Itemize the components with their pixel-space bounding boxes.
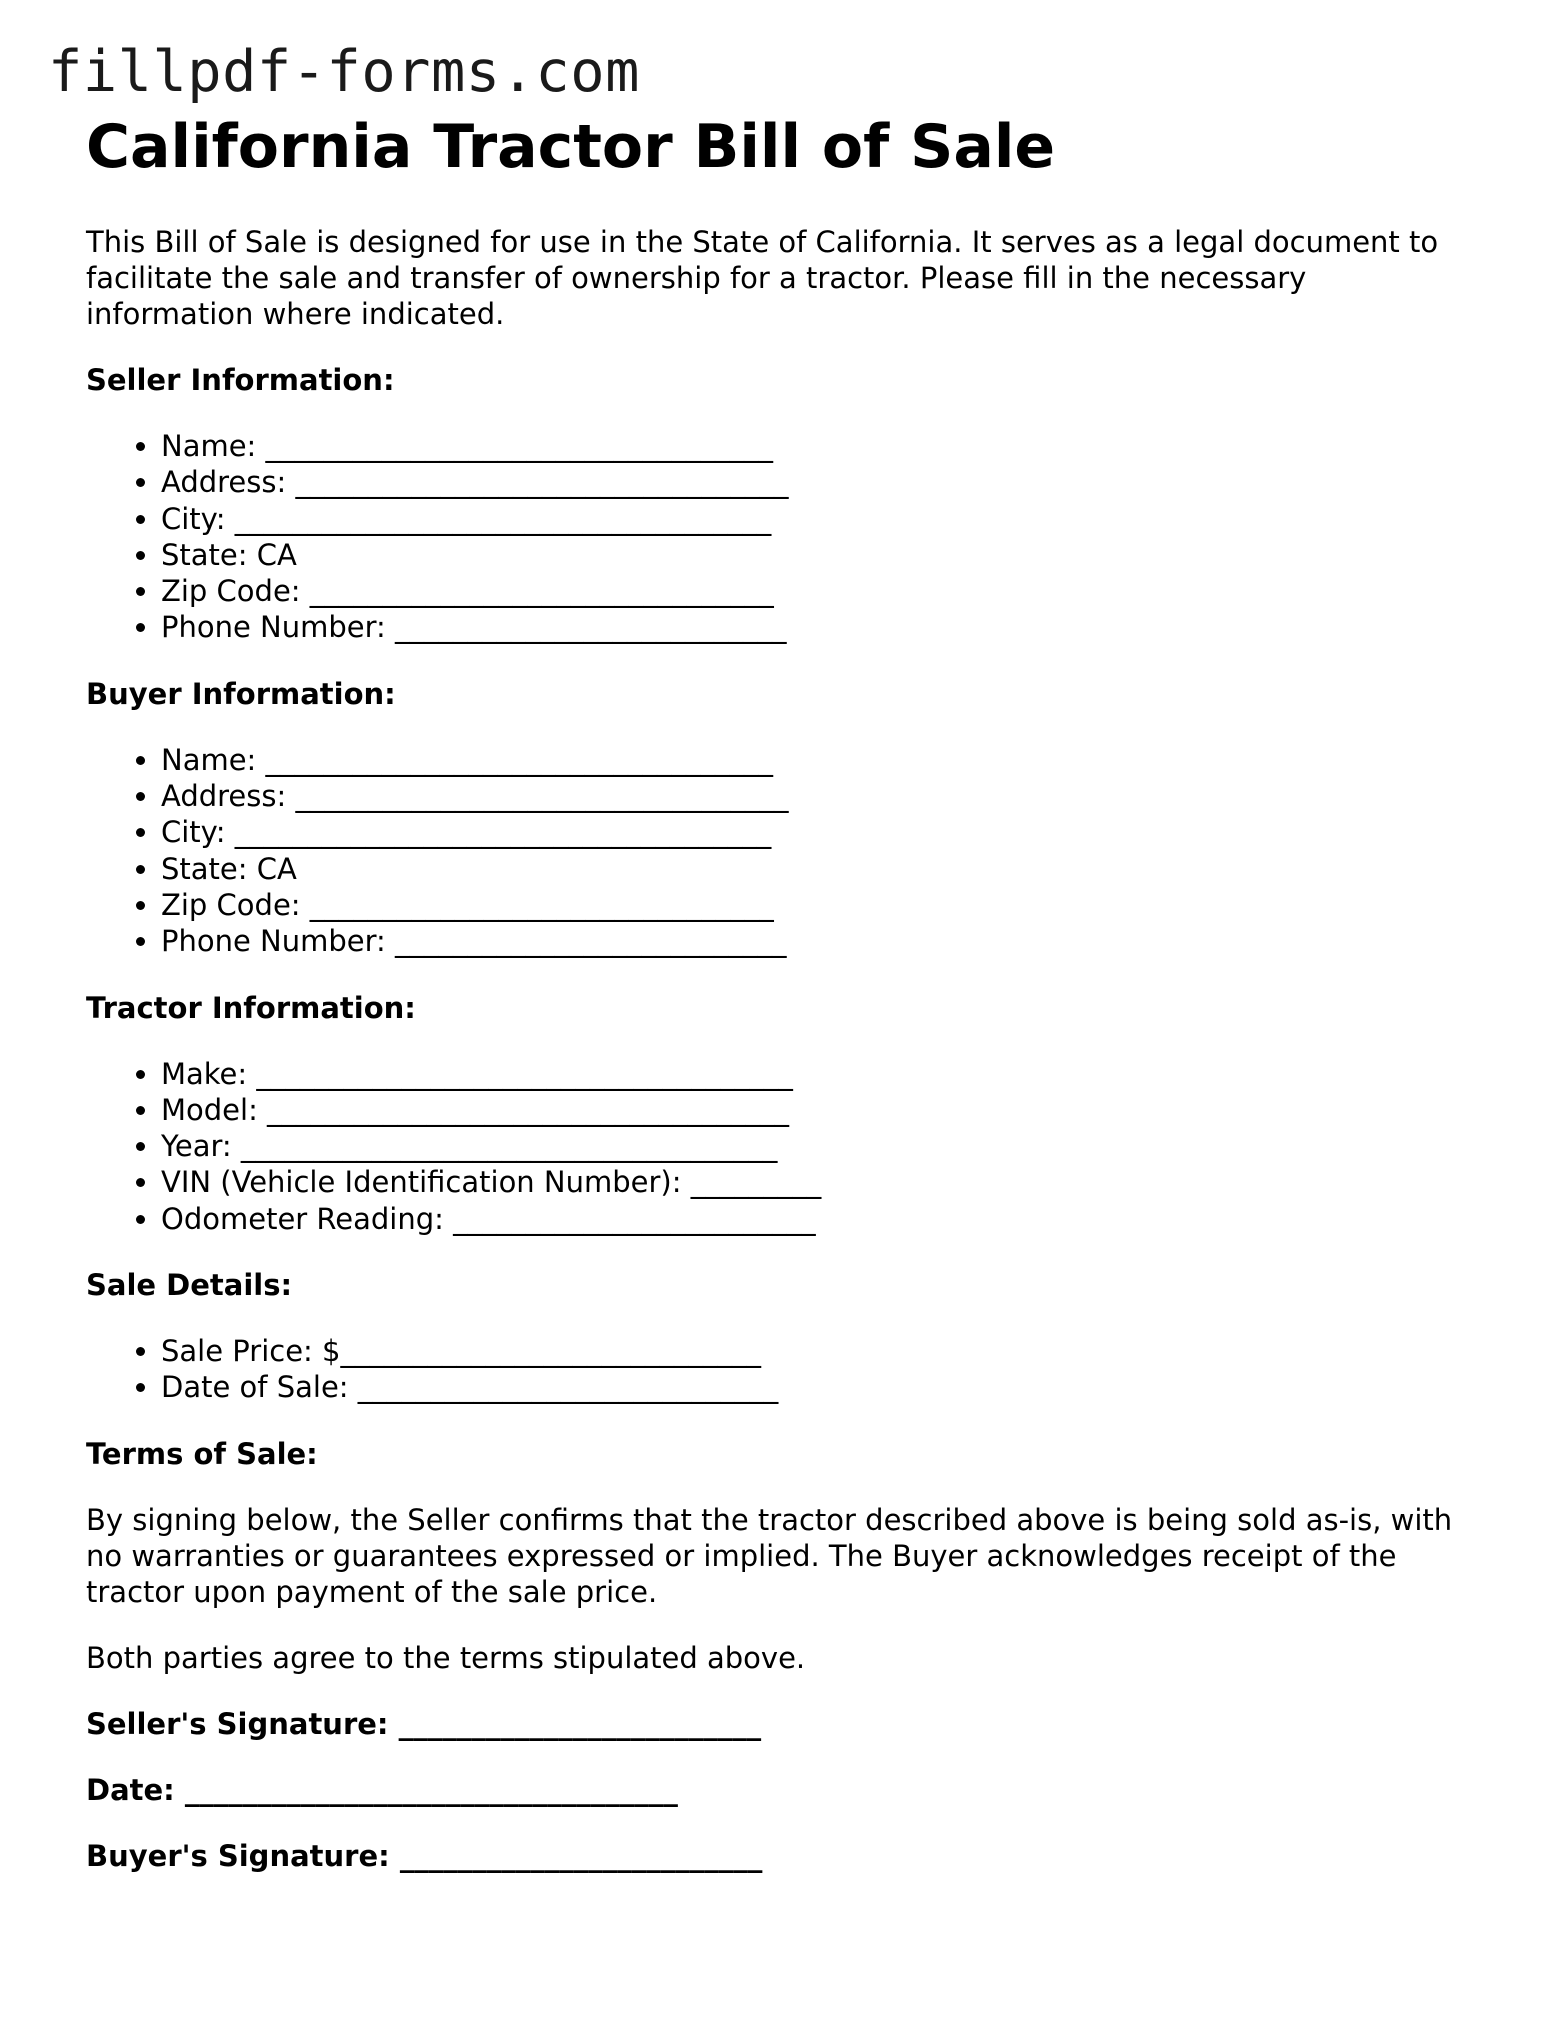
seller-city-field[interactable]: • City: _____________________________________ — [161, 501, 1486, 537]
intro-paragraph: This Bill of Sale is designed for use in the State of California. It serves as a legal document to facilitate the sale and transfer of ownership for a tractor. Please fill in the necessary information where indicated. — [86, 225, 1439, 331]
watermark-text: fillpdf-forms.com — [48, 39, 640, 105]
agreement-statement: Both parties agree to the terms stipulated above. — [86, 1640, 806, 1675]
sale-price-field[interactable]: • Sale Price: $_____________________________ — [161, 1333, 1486, 1369]
buyer-info-heading: Buyer Information: — [86, 676, 396, 711]
seller-phone-field[interactable]: • Phone Number: ___________________________ — [161, 609, 1486, 645]
seller-state-field: • State: CA — [161, 537, 1486, 573]
tractor-info-heading: Tractor Information: — [86, 990, 416, 1025]
seller-info-heading: Seller Information: — [86, 363, 395, 397]
sale-date-field[interactable]: • Date of Sale: _____________________________ — [161, 1369, 1486, 1405]
sale-details-list — [86, 1333, 1486, 1406]
signature-date-line[interactable]: Date: __________________________________ — [86, 1772, 678, 1807]
seller-info-list — [86, 428, 1486, 646]
seller-address-field[interactable]: • Address: __________________________________ — [161, 464, 1486, 500]
seller-zip-field[interactable]: • Zip Code: ________________________________ — [161, 573, 1486, 609]
buyer-address-field[interactable]: • Address: __________________________________ — [161, 778, 1486, 814]
tractor-year-field[interactable]: • Year: _____________________________________ — [161, 1128, 1486, 1164]
buyer-state-field: • State: CA — [161, 851, 1486, 887]
document-page — [86, 108, 1486, 1874]
tractor-vin-field[interactable]: • VIN (Vehicle Identification Number): _________ — [161, 1164, 1486, 1200]
buyer-name-field[interactable]: • Name: ___________________________________ — [161, 742, 1486, 778]
buyer-zip-field[interactable]: • Zip Code: ________________________________ — [161, 887, 1486, 923]
tractor-odometer-field[interactable]: • Odometer Reading: _________________________ — [161, 1201, 1486, 1237]
buyer-phone-field[interactable]: • Phone Number: ___________________________ — [161, 923, 1486, 959]
terms-paragraph: By signing below, the Seller confirms that the tractor described above is being sold as-is, with no warranties or guarantees expressed or implied. The Buyer acknowledges receipt of the tractor upon payment of the sale price. — [86, 1502, 1453, 1609]
seller-signature-line[interactable]: Seller's Signature: _________________________ — [86, 1706, 762, 1741]
tractor-info-list — [86, 1056, 1486, 1237]
page-title: California Tractor Bill of Sale — [86, 112, 1056, 182]
buyer-city-field[interactable]: • City: _____________________________________ — [161, 814, 1486, 850]
tractor-make-field[interactable]: • Make: _____________________________________ — [161, 1056, 1486, 1092]
terms-heading: Terms of Sale: — [86, 1436, 318, 1471]
buyer-info-list — [86, 742, 1486, 960]
buyer-signature-line[interactable]: Buyer's Signature: _________________________ — [86, 1838, 763, 1873]
sale-details-heading: Sale Details: — [86, 1268, 293, 1303]
tractor-model-field[interactable]: • Model: ____________________________________ — [161, 1092, 1486, 1128]
seller-name-field[interactable]: • Name: ___________________________________ — [161, 428, 1486, 464]
